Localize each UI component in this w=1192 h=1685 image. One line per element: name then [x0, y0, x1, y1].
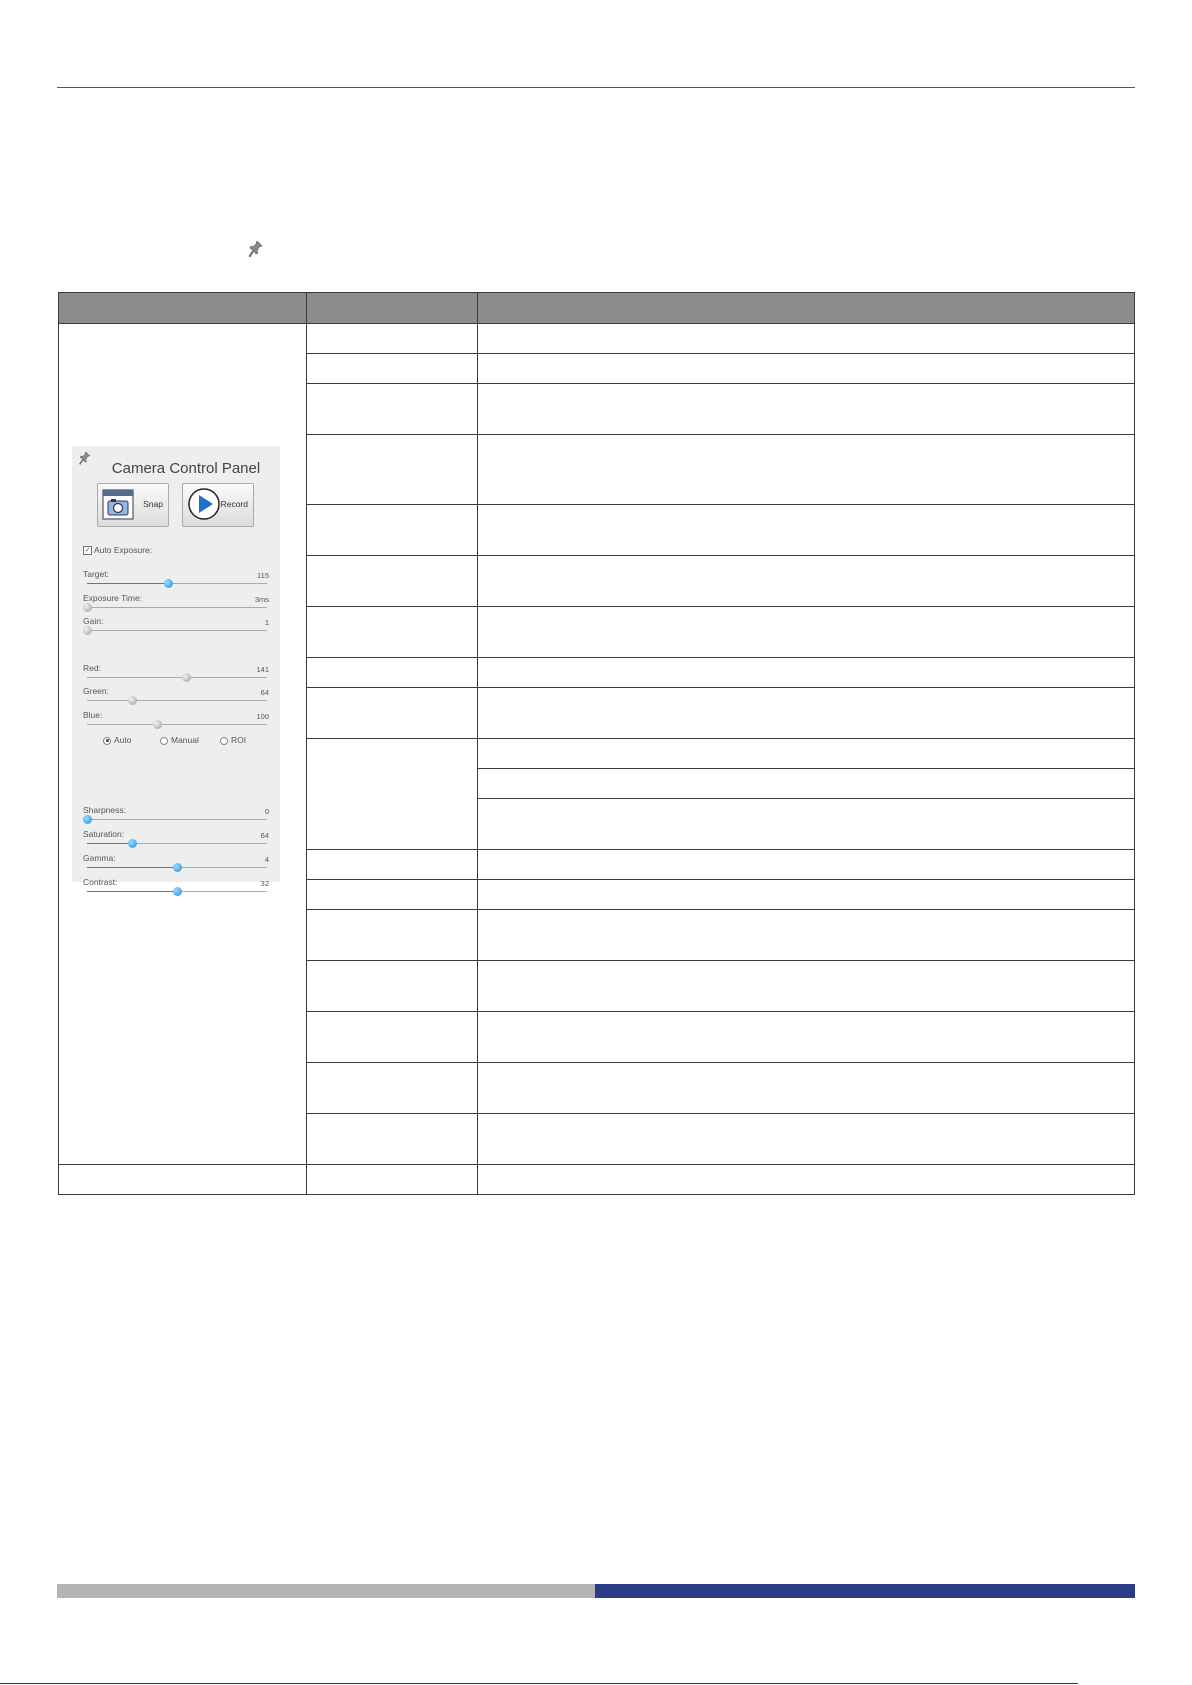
checkmark-icon: ✓ [84, 547, 91, 555]
pushpin-icon [248, 240, 264, 260]
panel-title: Camera Control Panel [111, 460, 261, 477]
table-cell [307, 1012, 478, 1063]
table-cell [478, 1114, 1135, 1165]
slider-fill [87, 891, 177, 892]
auto-exposure-label: Auto Exposure: [94, 545, 153, 555]
table-cell [478, 505, 1135, 556]
slider-track[interactable] [87, 630, 267, 631]
slider-label: Red: [83, 663, 101, 673]
slider-label: Target: [83, 569, 109, 579]
slider-label: Contrast: [83, 877, 118, 887]
table-cell [307, 658, 478, 688]
slider-handle[interactable] [83, 815, 92, 824]
slider-label: Exposure Time: [83, 593, 143, 603]
table-cell [59, 1165, 307, 1195]
slider-handle[interactable] [164, 579, 173, 588]
slider-track[interactable] [87, 607, 267, 608]
slider-label: Saturation: [83, 829, 125, 839]
table-cell [307, 505, 478, 556]
slider-handle[interactable] [173, 863, 182, 872]
slider-value: 141 [256, 665, 269, 674]
table-row [59, 1165, 1135, 1195]
table-cell [307, 1114, 478, 1165]
table-cell [307, 384, 478, 435]
slider-value: 0 [264, 807, 269, 816]
settings-table [58, 292, 1135, 1195]
table-cell [478, 739, 1135, 769]
table-cell [307, 910, 478, 961]
play-icon [187, 487, 221, 521]
radio-label: Manual [171, 735, 199, 745]
slider-value: 115 [257, 571, 269, 580]
table-cell [307, 1063, 478, 1114]
table-cell [478, 324, 1135, 354]
slider-handle[interactable] [173, 887, 182, 896]
slider-handle[interactable] [128, 696, 137, 705]
table-cell [307, 1165, 478, 1195]
header-cell-function [307, 293, 478, 324]
table-cell [307, 688, 478, 739]
slider-value: 3ms [254, 595, 269, 604]
table-cell [478, 769, 1135, 799]
table-cell [478, 799, 1135, 850]
slider-track[interactable] [87, 724, 267, 725]
slider-handle[interactable] [128, 839, 137, 848]
slider-value: 1 [264, 618, 269, 627]
table-cell [307, 324, 478, 354]
slider-track[interactable] [87, 583, 267, 584]
table-cell [478, 658, 1135, 688]
slider-label: Sharpness: [83, 805, 126, 815]
slider-fill [87, 843, 132, 844]
slider-handle[interactable] [153, 720, 162, 729]
slider-value: 64 [260, 688, 269, 697]
table-cell [478, 556, 1135, 607]
record-button[interactable] [182, 483, 254, 527]
table-cell [307, 435, 478, 505]
table-cell [478, 1063, 1135, 1114]
slider-track[interactable] [87, 819, 267, 820]
snap-button[interactable] [97, 483, 169, 527]
table-cell [478, 910, 1135, 961]
slider-label: Gamma: [83, 853, 116, 863]
panel-image-cell [59, 324, 307, 1165]
table-row [59, 324, 1135, 354]
slider-track[interactable] [87, 843, 267, 844]
header-cell-image [59, 293, 307, 324]
table-cell [307, 739, 478, 850]
table-cell [478, 1012, 1135, 1063]
table-cell [307, 354, 478, 384]
table-cell [478, 961, 1135, 1012]
slider-fill [87, 867, 177, 868]
table-cell [478, 880, 1135, 910]
slider-value: 4 [264, 855, 269, 864]
radio-dot-icon [160, 737, 168, 745]
camera-icon [102, 487, 134, 521]
radio-auto[interactable] [103, 735, 132, 745]
snap-label: Snap [143, 499, 163, 509]
auto-exposure-checkbox[interactable] [83, 545, 152, 555]
slider-value: 100 [256, 712, 269, 721]
slider-fill [87, 583, 168, 584]
footer-bar-blue [595, 1584, 1135, 1598]
table-header-row [59, 293, 1135, 324]
slider-label: Blue: [83, 710, 103, 720]
slider-label: Green: [83, 686, 109, 696]
slider-track[interactable] [87, 700, 267, 701]
table-cell [478, 384, 1135, 435]
slider-label: Gain: [83, 616, 104, 626]
table-cell [307, 880, 478, 910]
table-cell [478, 1165, 1135, 1195]
table-cell [478, 354, 1135, 384]
table-cell [307, 607, 478, 658]
radio-dot-icon [220, 737, 228, 745]
camera-control-panel-screenshot [72, 446, 280, 888]
table-cell [478, 435, 1135, 505]
footer-bar-grey [57, 1584, 595, 1598]
table-cell [307, 850, 478, 880]
slider-track[interactable] [87, 677, 267, 678]
radio-label: ROI [231, 735, 247, 745]
table-cell [307, 556, 478, 607]
slider-handle[interactable] [83, 626, 92, 635]
radio-label: Auto [114, 735, 132, 745]
slider-handle[interactable] [83, 603, 92, 612]
slider-value: 64 [260, 831, 269, 840]
record-label: Record [220, 499, 248, 509]
radio-manual[interactable] [160, 735, 199, 745]
header-cell-description [478, 293, 1135, 324]
table-cell [478, 607, 1135, 658]
table-cell [307, 961, 478, 1012]
top-rule [57, 87, 1135, 88]
slider-value: 32 [260, 879, 269, 888]
radio-roi[interactable] [220, 735, 246, 745]
radio-dot-icon [103, 737, 111, 745]
slider-handle[interactable] [182, 673, 191, 682]
table-cell [478, 688, 1135, 739]
table-cell [478, 850, 1135, 880]
bottom-rule [0, 1683, 1078, 1684]
